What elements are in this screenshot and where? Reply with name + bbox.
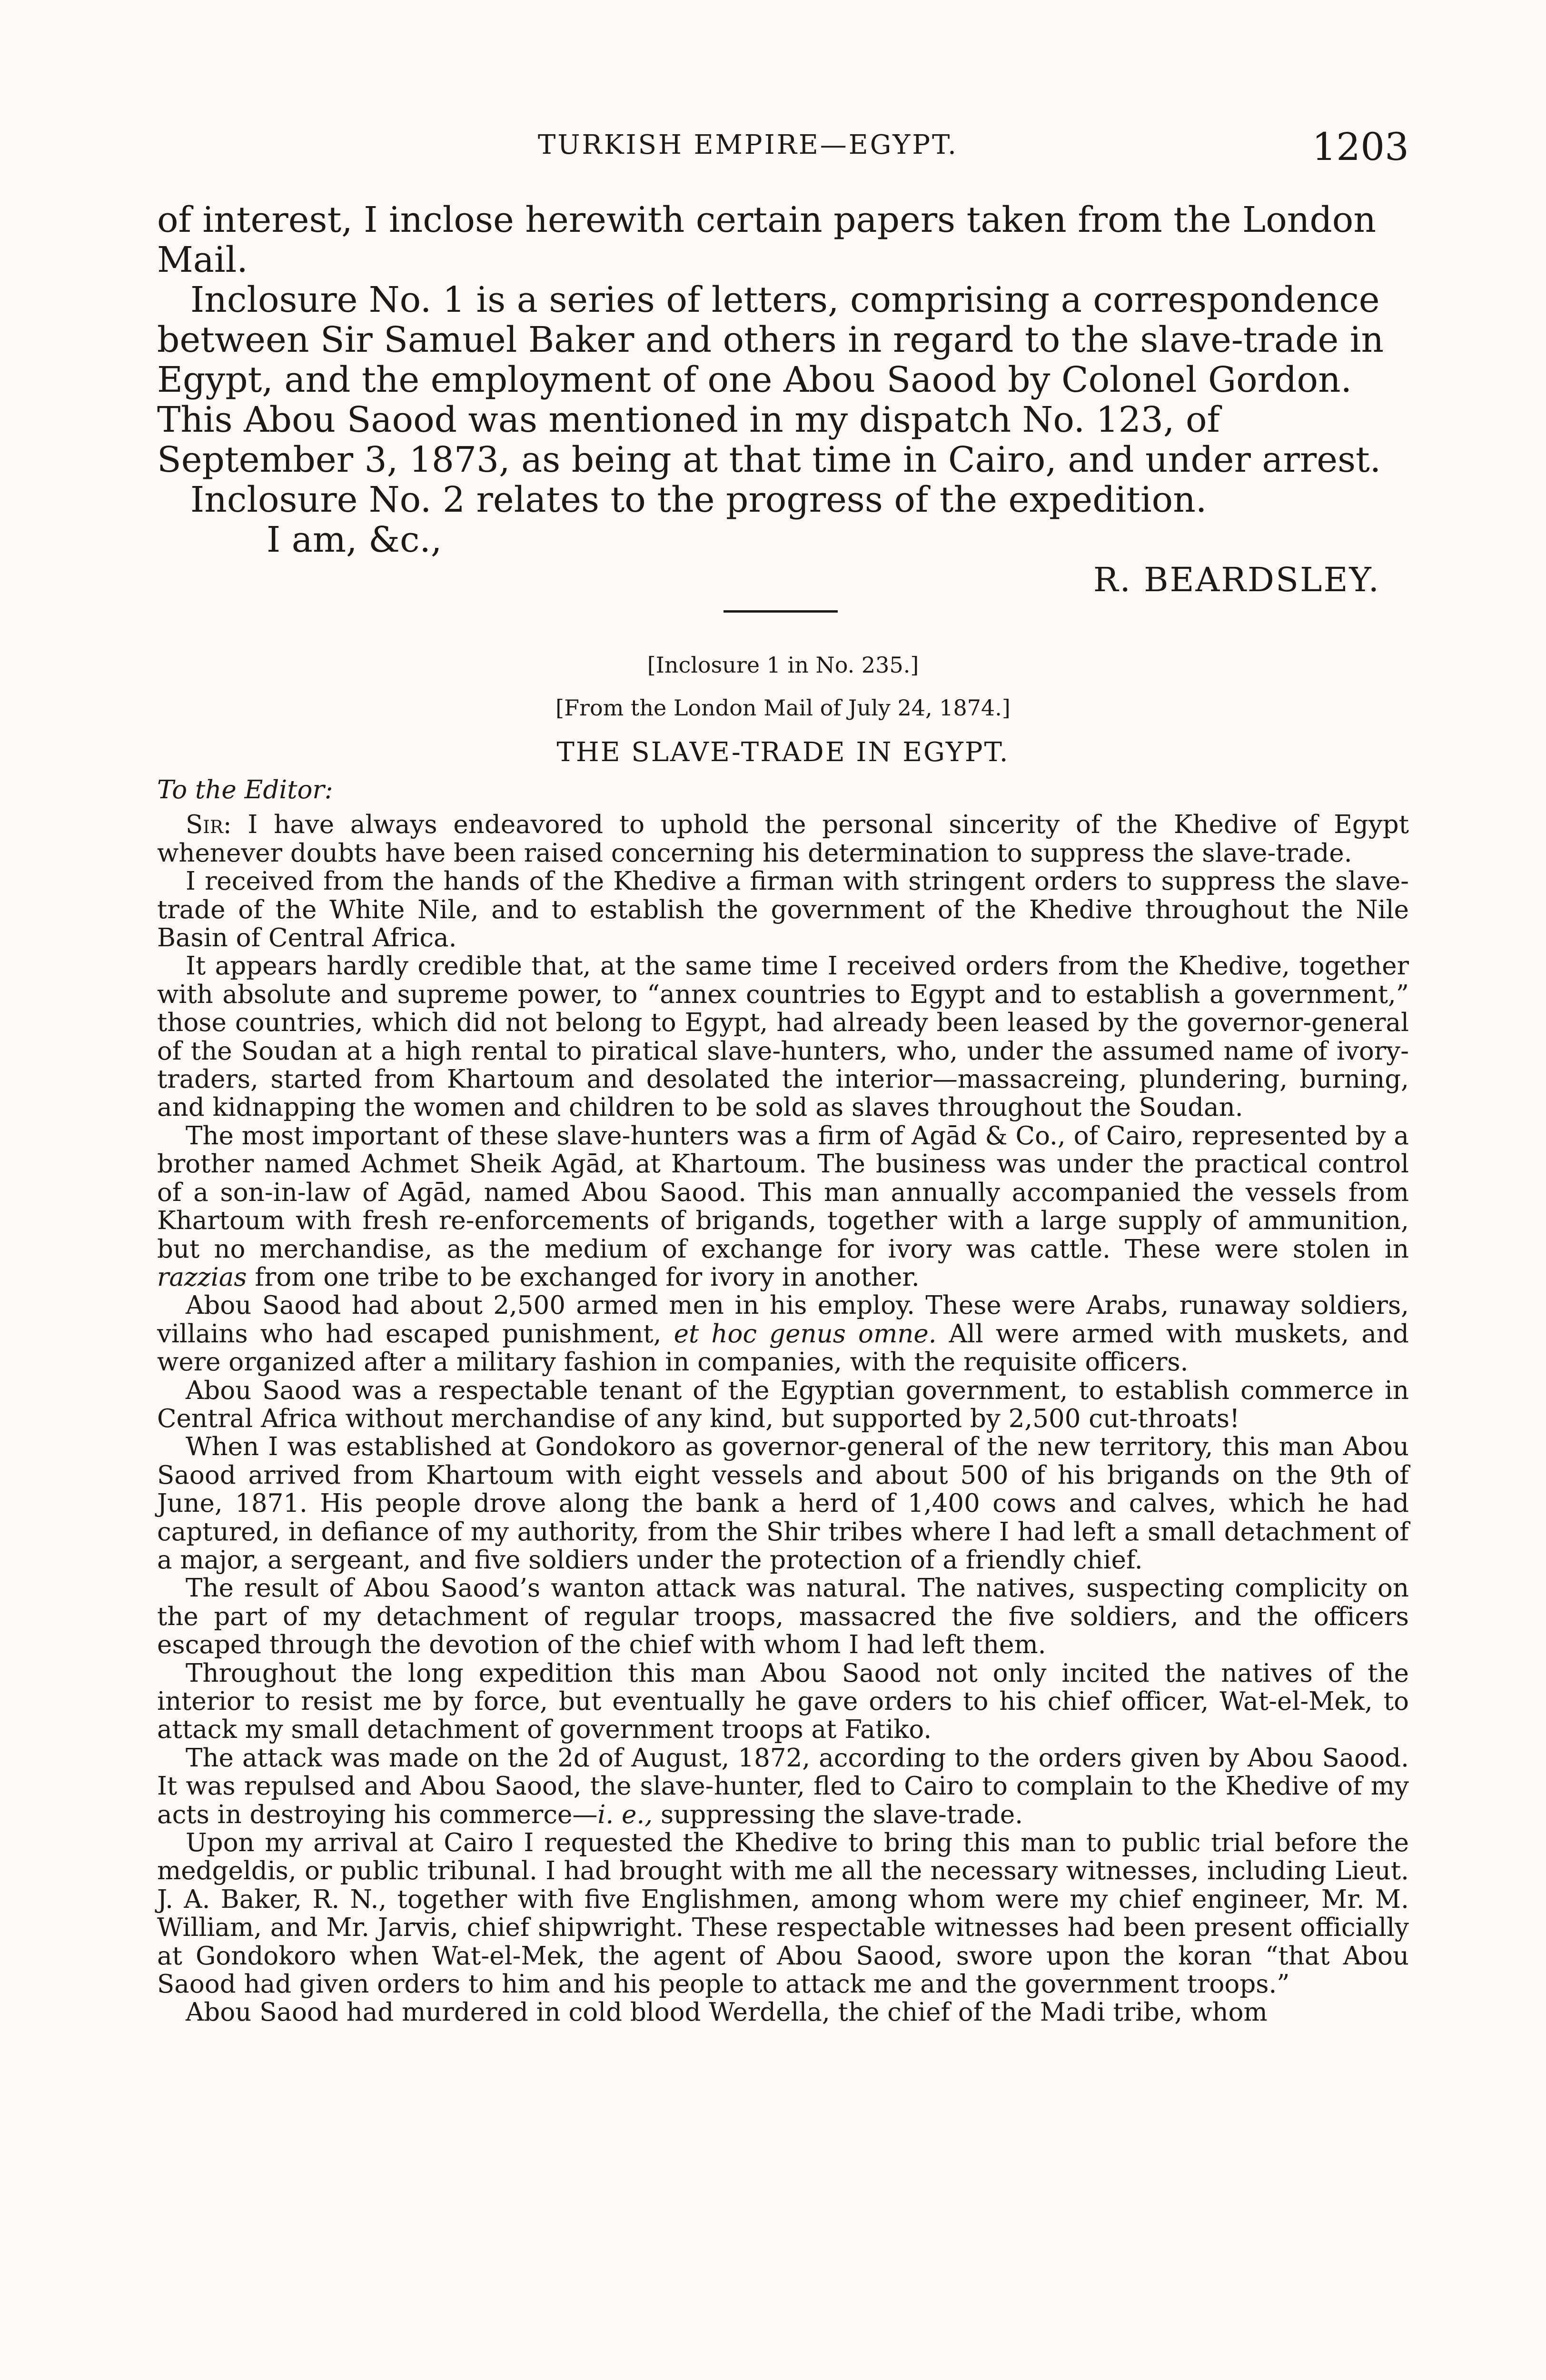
article-paragraph-4-end: from one tribe to be exchanged for ivory in another. (255, 1262, 920, 1292)
sir-label: Sir: (186, 810, 232, 840)
article-paragraph-5-end: All were armed with muskets, and were organized after a military fashion in companies, with the requisite officers. (157, 1319, 1409, 1377)
letter-closing: I am, &c., (267, 519, 442, 560)
article-paragraph-7: When I was established at Gondokoro as governor-general of the new territory, this man Abou Saood arrived from Khartoum with eight vessels and about 500 of his brigands on the 9th of June, 1871. His people drove along the bank a herd of 1,400 cows and calves, which he had captured, in defiance of my authority, from the Shir tribes where I had left a small detachment of a major, a sergeant, and five soldiers under the protection of a friendly chief. (157, 1432, 1409, 1575)
article-paragraph-4-text: The most important of these slave-hunters was a firm of Agād & Co., of Cairo, represented by a brother named Achmet Sheik Agād, at Khartoum. The business was under the practical control of a son-in-law of Agād, named Abou Saood. This man annually accompanied the vessels from Khartoum with fresh re-enforcements of brigands, together with a large supply of ammunition, but no merchandise, as the medium of exchange for ivory was cattle. These were stolen in (157, 1121, 1409, 1264)
letter-signature: R. BEARDSLEY. (1093, 560, 1380, 599)
article-paragraph-2: I received from the hands of the Khedive a firman with stringent orders to suppress the slave-trade of the White Nile, and to establish the government of the Khedive throughout the Nile Basin of Central Africa. (157, 867, 1409, 953)
article-paragraph-9: Throughout the long expedition this man Abou Saood not only incited the natives of the interior to resist me by force, but eventually he gave orders to his chief officer, Wat-el-Mek, to attack my small detachment of government troops at Fatiko. (157, 1658, 1409, 1745)
section-divider (723, 610, 838, 613)
article-paragraph-10-text: The attack was made on the 2d of August, 1872, according to the orders given by Abou Saood. It was repulsed and Abou Saood, the slave-hunter, fled to Cairo to complain to the Khedive of my acts in destroying his commerce— (157, 1743, 1409, 1829)
article-body (157, 776, 1409, 2027)
article-paragraph-4 (157, 1122, 1409, 1291)
letter-paragraph-1: of interest, I inclose herewith certain papers taken from the London Mail. (157, 199, 1376, 280)
article-paragraph-1-text: I have always endeavored to uphold the personal sincerity of the Khedive of Egypt whenever doubts have been raised concerning his determination to suppress the slave-trade. (157, 810, 1409, 868)
salutation: To the Editor: (157, 775, 333, 804)
article-paragraph-10-italic: i. e., (597, 1800, 653, 1829)
article-paragraph-8: The result of Abou Saood’s wanton attack was natural. The natives, suspecting complicity on the part of my detachment of regular troops, massacred the five soldiers, and the officers escaped through the devotion of the chief with whom I had left them. (157, 1574, 1409, 1660)
article-paragraph-11: Upon my arrival at Cairo I requested the Khedive to bring this man to public trial before the medgeldis, or public tribunal. I had brought with me all the necessary witnesses, including Lieut. J. A. Baker, R. N., together with five Englishmen, among whom were my chief engineer, Mr. M. William, and Mr. Jarvis, chief shipwright. These respectable witnesses had been present officially at Gondokoro when Wat-el-Mek, the agent of Abou Saood, swore upon the koran “that Abou Saood had given orders to him and his people to attack me and the government troops.” (157, 1828, 1409, 1999)
running-title: TURKISH EMPIRE—EGYPT. (538, 129, 958, 160)
running-head (157, 125, 1409, 172)
article-paragraph-5 (157, 1291, 1409, 1376)
inclosure-label: [Inclosure 1 in No. 235.] (647, 652, 919, 678)
letter-paragraph-3: Inclosure No. 2 relates to the progress of the expedition. (190, 479, 1207, 520)
source-line: [From the London Mail of July 24, 1874.] (555, 695, 1011, 721)
article-paragraph-4-italic: razzias (157, 1262, 247, 1292)
article-title: THE SLAVE-TRADE IN EGYPT. (556, 737, 1010, 768)
article-paragraph-1 (157, 811, 1409, 867)
letter-paragraph-2: Inclosure No. 1 is a series of letters, comprising a correspondence between Sir Samuel Baker and others in regard to the slave-trade in Egypt, and the employment of one Abou Saood by Colonel Gordon. This Abou Saood was mentioned in my dispatch No. 123, of September 3, 1873, as being at that time in Cairo, and under arrest. (157, 279, 1384, 480)
article-paragraph-10 (157, 1744, 1409, 1829)
article-paragraph-10-end: suppressing the slave-trade. (660, 1800, 1023, 1829)
letter-body (157, 200, 1409, 600)
article-paragraph-5-text: Abou Saood had about 2,500 armed men in his employ. These were Arabs, runaway soldiers, villains who had escaped punishment, (157, 1291, 1409, 1349)
article-paragraph-3: It appears hardly credible that, at the same time I received orders from the Khedive, together with absolute and supreme power, to “annex countries to Egypt and to establish a government,” those countries, which did not belong to Egypt, had already been leased by the governor-general of the Soudan at a high rental to piratical slave-hunters, who, under the assumed name of ivory-traders, started from Khartoum and desolated the interior—massacreing, plundering, burning, and kidnapping the women and children to be sold as slaves throughout the Soudan. (157, 952, 1409, 1122)
article-paragraph-6: Abou Saood was a respectable tenant of the Egyptian government, to establish commerce in Central Africa without merchandise of any kind, but supported by 2,500 cut-throats! (157, 1376, 1409, 1433)
page-number: 1203 (1312, 125, 1409, 169)
article-paragraph-5-italic: et hoc genus omne. (674, 1319, 937, 1349)
article-paragraph-12: Abou Saood had murdered in cold blood Werdella, the chief of the Madi tribe, whom (186, 1998, 1268, 2027)
